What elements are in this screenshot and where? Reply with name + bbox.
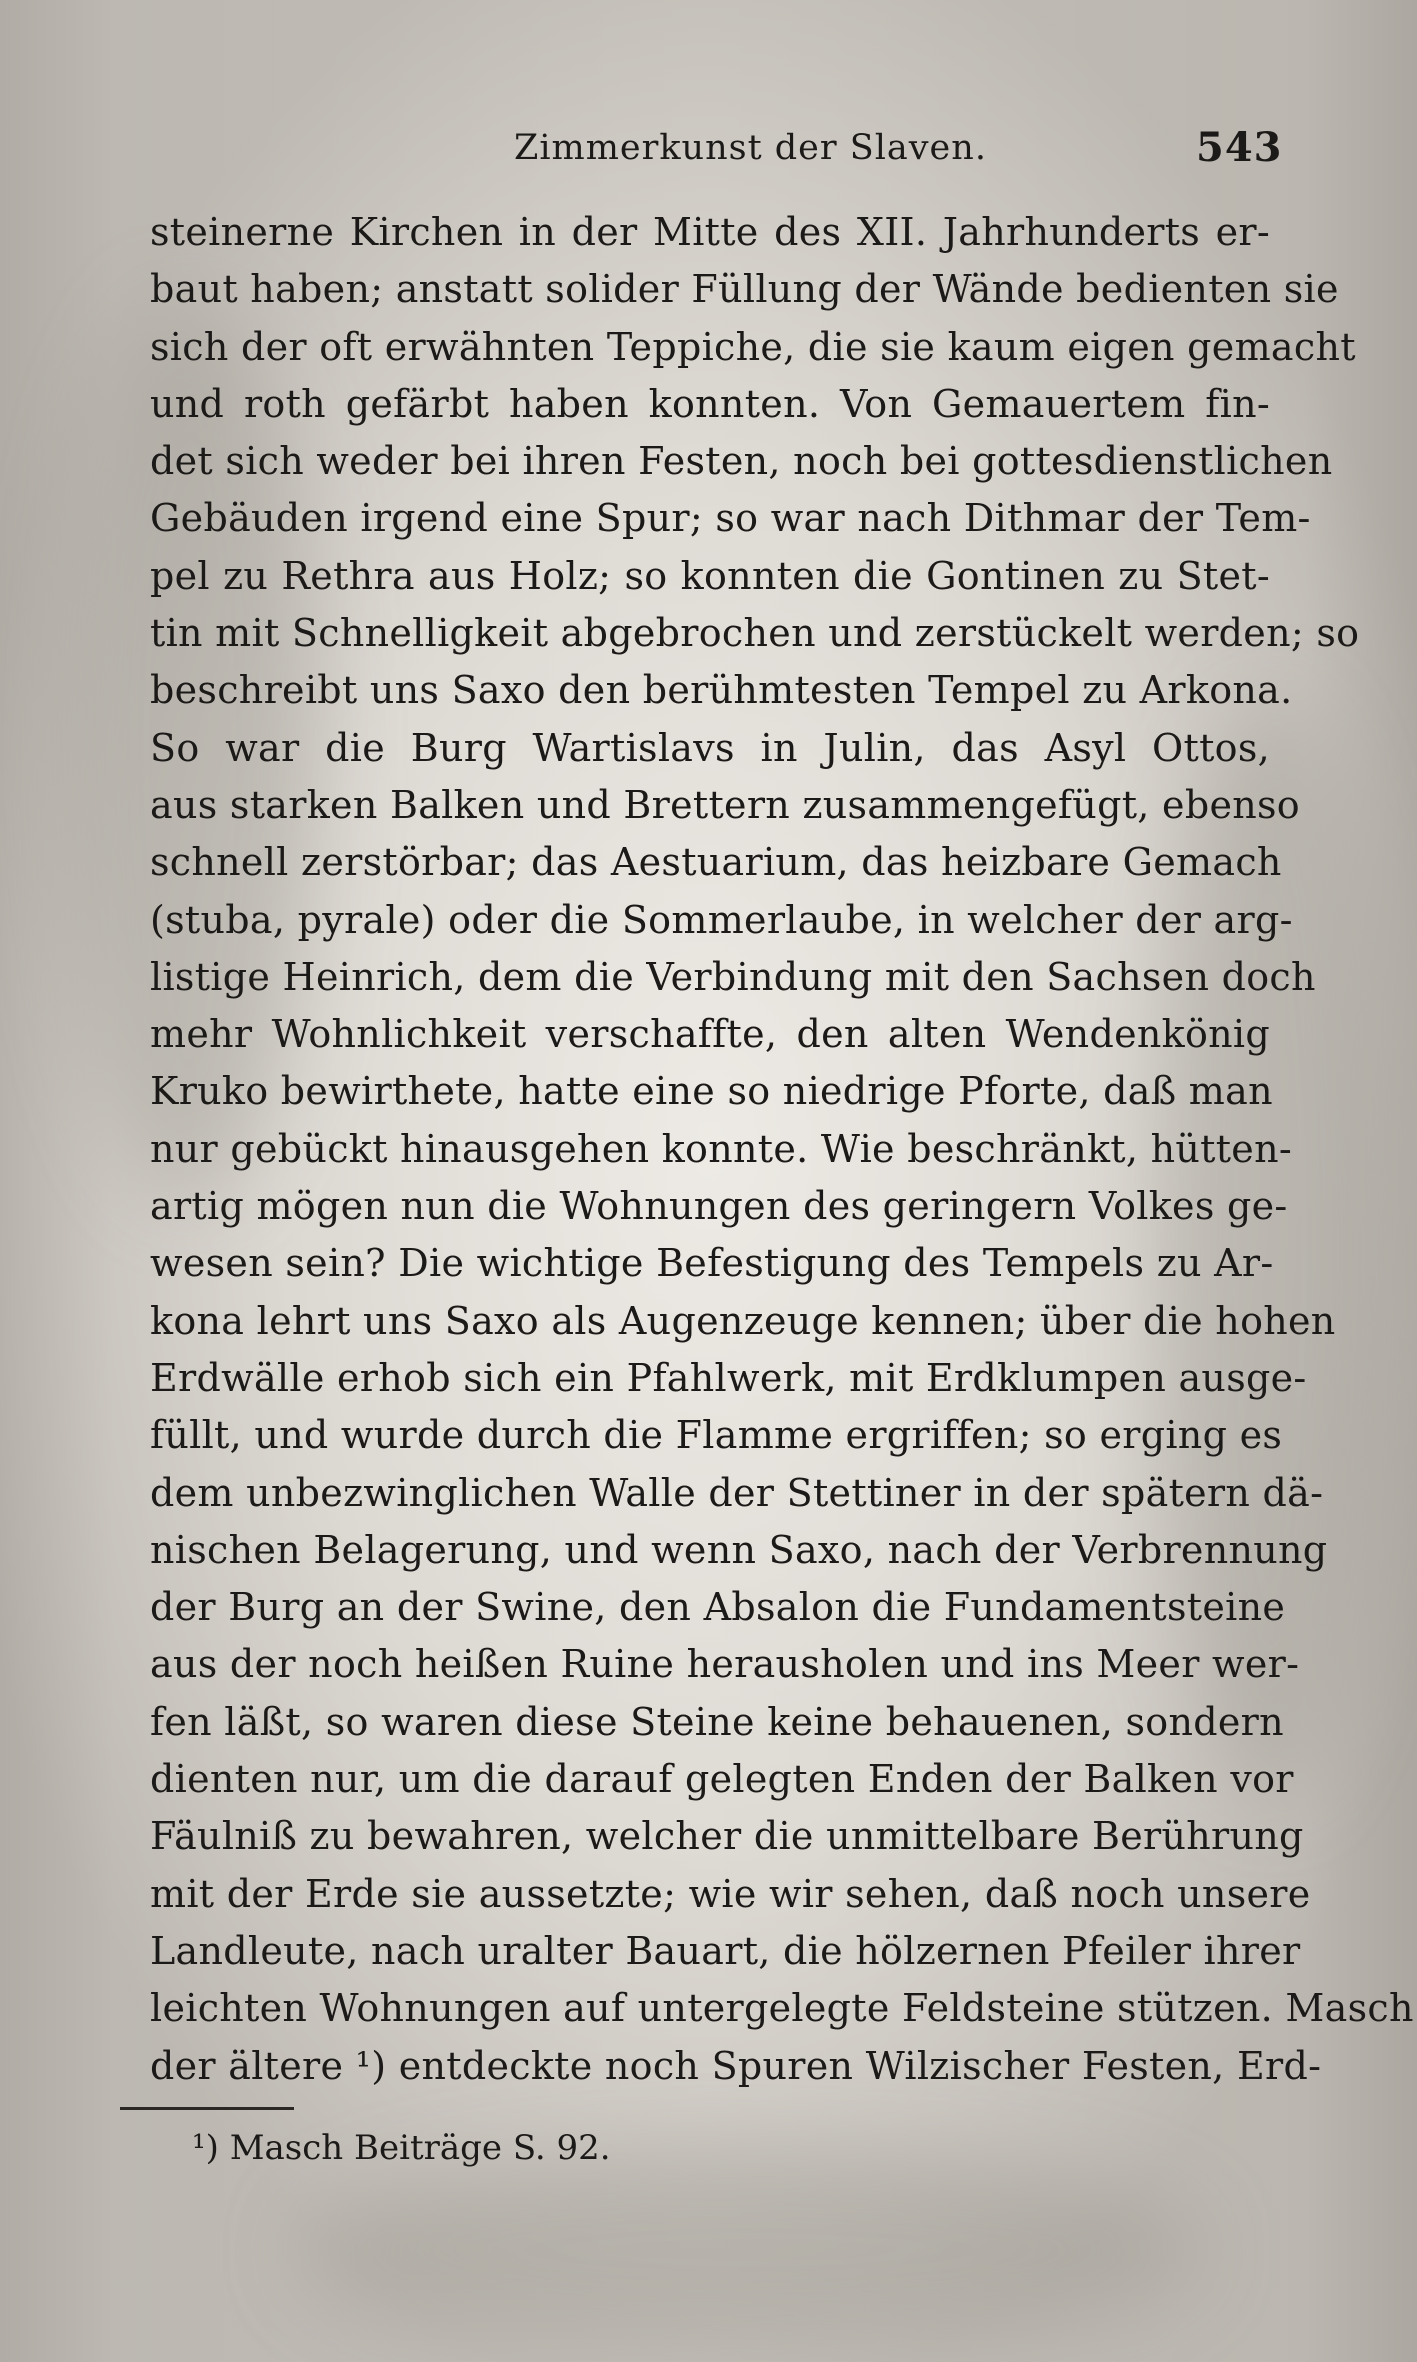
text-line: nur gebückt hinausgehen konnte. Wie beschränkt, hütten- <box>150 1126 1293 1171</box>
page-stain <box>300 2150 1200 2350</box>
text-line: nischen Belagerung, und wenn Saxo, nach der Verbrennung <box>150 1527 1328 1572</box>
text-line: artig mögen nun die Wohnungen des geringern Volkes ge- <box>150 1184 1288 1229</box>
text-line: Kruko bewirthete, hatte eine so niedrige Pforte, daß man <box>150 1069 1273 1114</box>
text-line: wesen sein? Die wichtige Befestigung des Tempels zu Ar- <box>150 1241 1274 1286</box>
text-line: Landleute, nach uralter Bauart, die hölzernen Pfeiler ihrer <box>150 1928 1301 1973</box>
text-line: steinerne Kirchen in der Mitte des XII. Jahrhunderts er- <box>150 210 1270 254</box>
text-line: und roth gefärbt haben konnten. Von Gemauertem fin- <box>150 381 1270 426</box>
text-line: tin mit Schnelligkeit abgebrochen und zerstückelt werden; so <box>150 611 1360 656</box>
text-line: listige Heinrich, dem die Verbindung mit den Sachsen doch <box>150 954 1316 999</box>
text-line: mit der Erde sie aussetzte; wie wir sehen, daß noch unsere <box>150 1871 1311 1916</box>
text-line: füllt, und wurde durch die Flamme ergriffen; so erging es <box>150 1413 1283 1458</box>
text-line: (stuba, pyrale) oder die Sommerlaube, in welcher der arg- <box>150 897 1293 942</box>
page-number: 543 <box>1196 124 1283 171</box>
text-line: det sich weder bei ihren Festen, noch bei gottesdienstlichen <box>150 439 1333 484</box>
text-line: baut haben; anstatt solider Füllung der Wände bedienten sie <box>150 267 1339 312</box>
text-line: dienten nur, um die darauf gelegten Enden der Balken vor <box>150 1757 1294 1802</box>
running-title: Zimmerkunst der Slaven. <box>514 128 987 168</box>
text-line: schnell zerstörbar; das Aestuarium, das heizbare Gemach <box>150 840 1282 885</box>
text-line: sich der oft erwähnten Teppiche, die sie kaum eigen gemacht <box>150 324 1356 369</box>
body-text <box>150 204 1414 2095</box>
text-line: Fäulniß zu bewahren, welcher die unmittelbare Berührung <box>150 1814 1304 1859</box>
text-line: kona lehrt uns Saxo als Augenzeuge kennen; über die hohen <box>150 1298 1336 1343</box>
text-line: aus der noch heißen Ruine herausholen und ins Meer wer- <box>150 1642 1300 1687</box>
text-line: So war die Burg Wartislavs in Julin, das Asyl Ottos, <box>150 725 1270 770</box>
text-line: Erdwälle erhob sich ein Pfahlwerk, mit Erdklumpen ausge- <box>150 1355 1307 1400</box>
text-line: beschreibt uns Saxo den berühmtesten Tempel zu Arkona. <box>150 668 1293 713</box>
text-line: aus starken Balken und Brettern zusammengefügt, ebenso <box>150 782 1300 827</box>
text-line: der Burg an der Swine, den Absalon die Fundamentsteine <box>150 1585 1286 1630</box>
text-line: Gebäuden irgend eine Spur; so war nach Dithmar der Tem- <box>150 496 1311 541</box>
footnote: ¹) Masch Beiträge S. 92. <box>192 2128 611 2168</box>
text-line: mehr Wohnlichkeit verschaffte, den alten Wendenkönig <box>150 1012 1270 1057</box>
text-line: fen läßt, so waren diese Steine keine behauenen, sondern <box>150 1699 1284 1744</box>
text-line: pel zu Rethra aus Holz; so konnten die Gontinen zu Stet- <box>150 553 1270 598</box>
text-line: dem unbezwinglichen Walle der Stettiner in der spätern dä- <box>150 1470 1324 1515</box>
text-line: der ältere ¹) entdeckte noch Spuren Wilzischer Festen, Erd- <box>150 2043 1322 2088</box>
text-line: leichten Wohnungen auf untergelegte Feldsteine stützen. Masch <box>150 1986 1414 2031</box>
footnote-rule <box>120 2107 294 2110</box>
